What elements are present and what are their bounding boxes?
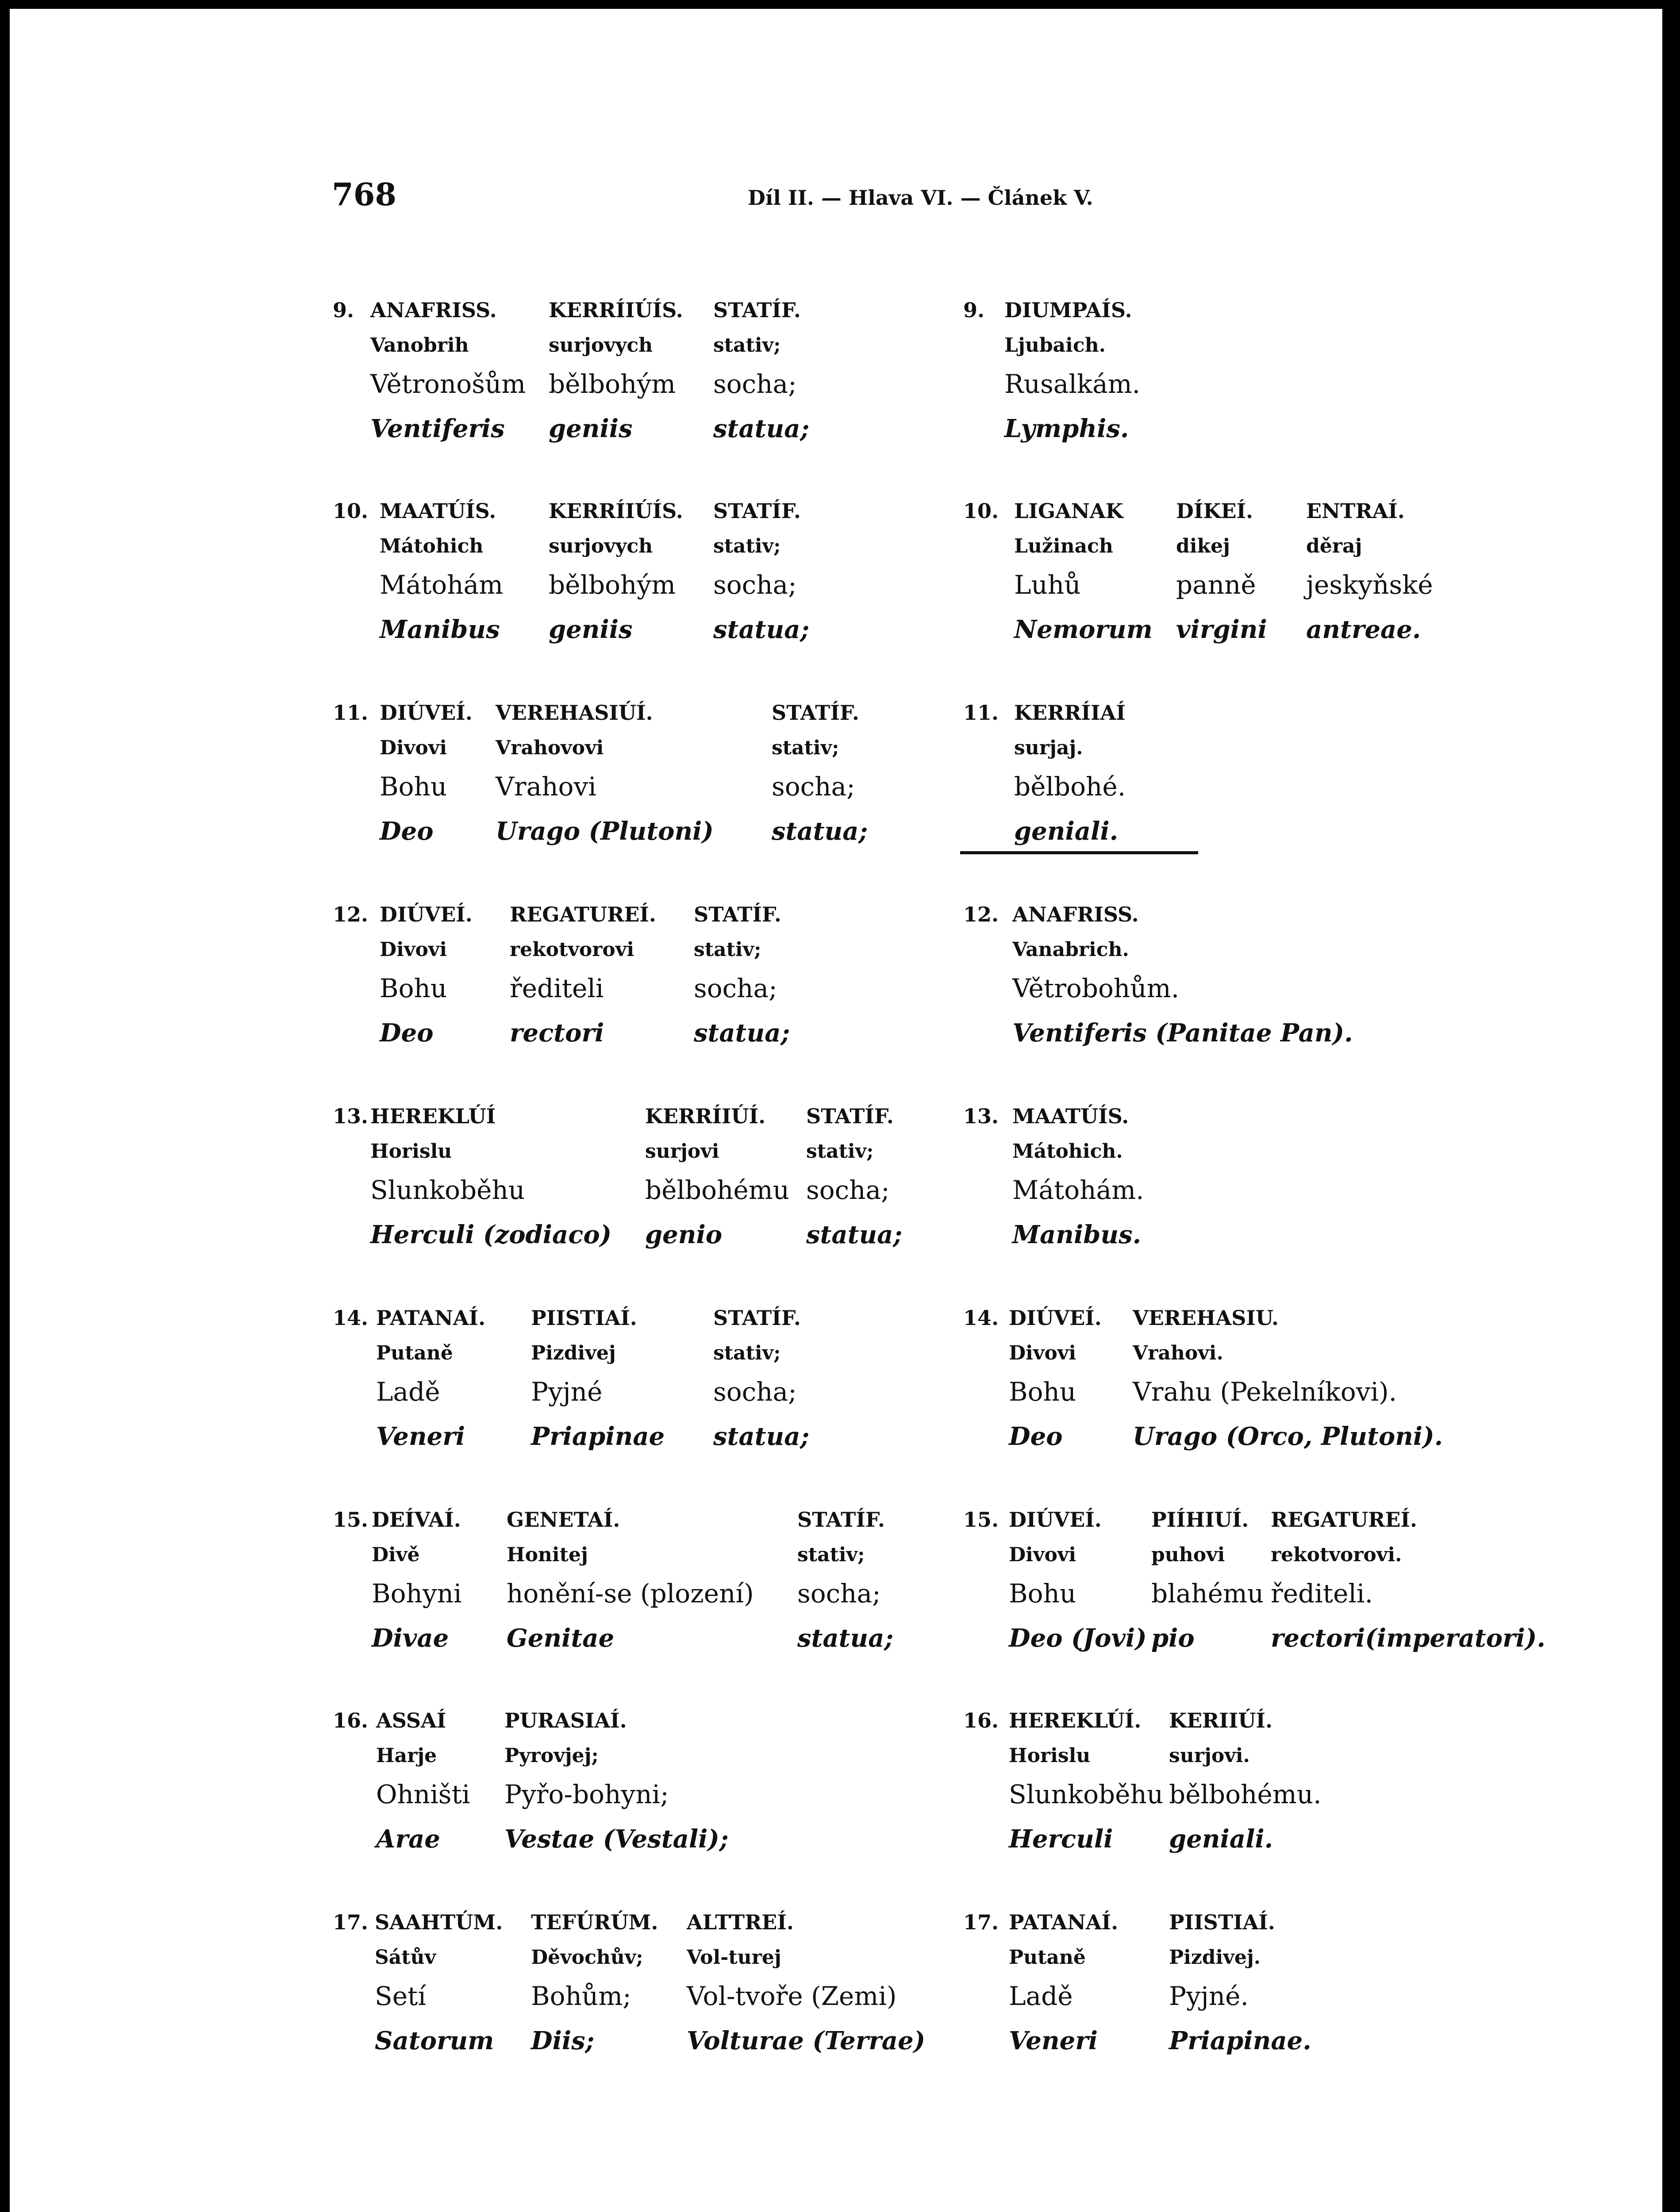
left-entry-cell: Vanobrih — [370, 334, 469, 357]
right-entry-cell: KERIIÚÍ. — [1169, 1709, 1272, 1732]
left-entry-cell: PATANAÍ. — [376, 1306, 486, 1330]
left-entry-cell: ANAFRISS. — [370, 298, 497, 322]
left-entry-cell: PIISTIAÍ. — [531, 1306, 637, 1330]
section-divider-rule — [960, 851, 1198, 854]
right-entry-cell: REGATUREÍ. — [1271, 1508, 1417, 1532]
right-entry-cell: Priapinae. — [1169, 2026, 1311, 2055]
right-entry-cell: antreae. — [1306, 615, 1421, 644]
left-entry-cell: Bohu — [380, 973, 447, 1003]
right-entry-cell: Veneri — [1009, 2026, 1098, 2055]
right-entry-cell: surjaj. — [1014, 737, 1083, 759]
left-entry-cell: Deo — [380, 817, 434, 846]
left-entry-cell: Setí — [375, 1981, 426, 2011]
left-entry-cell: geniis — [549, 414, 633, 443]
left-entry-cell: Harje — [376, 1744, 437, 1767]
right-entry-cell: Herculi — [1009, 1824, 1113, 1854]
left-entry-cell: surjovych — [549, 535, 653, 557]
left-entry-cell: Divě — [372, 1544, 420, 1566]
right-entry-cell: Mátohich. — [1012, 1140, 1123, 1163]
left-entry-cell: surjovych — [549, 334, 653, 357]
left-entry-cell: statua; — [713, 414, 810, 443]
right-entry-cell: DIÚVEÍ. — [1009, 1508, 1102, 1532]
right-entry-cell: bělbohému. — [1169, 1779, 1322, 1809]
left-entry-cell: Bohyni — [372, 1578, 462, 1609]
left-entry-cell: stativ; — [694, 938, 761, 961]
right-entry-cell: panně — [1176, 570, 1256, 600]
left-entry-cell: stativ; — [713, 1342, 781, 1364]
left-entry-cell: DEÍVAÍ. — [372, 1508, 461, 1532]
left-entry-cell: bělbohým — [549, 369, 676, 399]
left-entry-cell: stativ; — [797, 1544, 865, 1566]
right-entry-cell: Vrahovi. — [1133, 1342, 1223, 1364]
left-entry-cell: Ohništi — [376, 1779, 470, 1809]
left-entry-cell: Satorum — [375, 2026, 494, 2055]
right-entry-number: 13. — [963, 1104, 999, 1128]
left-entry-cell: KERRÍIÚÍ. — [645, 1104, 766, 1128]
right-entry-cell: Slunkoběhu — [1009, 1779, 1164, 1809]
left-entry-number: 10. — [333, 499, 369, 523]
right-entry-cell: bělbohé. — [1014, 772, 1126, 802]
right-entry-cell: Větrobohům. — [1012, 973, 1180, 1003]
left-entry-number: 9. — [333, 298, 354, 322]
left-entry-cell: Pyřo-bohyni; — [504, 1779, 669, 1809]
right-entry-cell: puhovi — [1151, 1544, 1225, 1566]
left-entry-cell: Honitej — [507, 1544, 588, 1566]
left-entry-cell: socha; — [713, 1377, 797, 1407]
left-entry-cell: statua; — [772, 817, 868, 846]
left-entry-number: 11. — [333, 701, 369, 725]
right-entry-cell: Horislu — [1009, 1744, 1091, 1767]
left-entry-cell: bělbohým — [549, 570, 676, 600]
left-entry-cell: HEREKLÚÍ — [370, 1104, 496, 1128]
right-entry-number: 10. — [963, 499, 999, 523]
right-entry-cell: pio — [1151, 1624, 1195, 1653]
right-entry-cell: Putaně — [1009, 1946, 1086, 1969]
right-entry-cell: Ljubaich. — [1004, 334, 1106, 357]
left-entry-cell: Mátohám — [380, 570, 504, 600]
left-entry-cell: Slunkoběhu — [370, 1175, 525, 1205]
left-entry-cell: ALTTREÍ. — [687, 1910, 794, 1934]
right-entry-cell: geniali. — [1014, 817, 1119, 846]
left-entry-number: 13. — [333, 1104, 369, 1128]
left-entry-cell: Genitae — [507, 1624, 615, 1653]
left-entry-cell: SAAHTÚM. — [375, 1910, 503, 1934]
right-entry-cell: Mátohám. — [1012, 1175, 1144, 1205]
left-entry-cell: MAATÚÍS. — [380, 499, 496, 523]
left-entry-cell: Větronošům — [370, 369, 526, 399]
right-entry-cell: DIUMPAÍS. — [1004, 298, 1132, 322]
left-entry-cell: Vestae (Vestali); — [504, 1824, 729, 1854]
left-entry-cell: PURASIAÍ. — [504, 1709, 627, 1732]
page-number: 768 — [332, 176, 397, 213]
left-entry-cell: Manibus — [380, 615, 500, 644]
right-entry-number: 9. — [963, 298, 985, 322]
left-entry-cell: statua; — [713, 1422, 810, 1451]
right-entry-cell: MAATÚÍS. — [1012, 1104, 1129, 1128]
right-entry-cell: děraj — [1306, 535, 1362, 557]
right-entry-cell: Divovi — [1009, 1342, 1076, 1364]
right-entry-cell: ENTRAÍ. — [1306, 499, 1405, 523]
right-entry-number: 15. — [963, 1508, 999, 1532]
left-entry-cell: Veneri — [376, 1422, 465, 1451]
left-entry-cell: Ventiferis — [370, 414, 505, 443]
left-entry-cell: Bohu — [380, 772, 447, 802]
right-entry-cell: Luhů — [1014, 570, 1081, 600]
right-entry-cell: HEREKLÚÍ. — [1009, 1709, 1142, 1732]
left-entry-cell: honění-se (plození) — [507, 1578, 754, 1609]
right-entry-cell: Pizdivej. — [1169, 1946, 1261, 1969]
left-entry-cell: stativ; — [713, 535, 781, 557]
left-entry-cell: KERRÍIÚÍS. — [549, 298, 683, 322]
left-entry-cell: Divovi — [380, 938, 447, 961]
left-entry-cell: Vol-tvoře (Zemi) — [687, 1981, 897, 2011]
left-entry-cell: socha; — [713, 369, 797, 399]
left-entry-cell: statua; — [797, 1624, 894, 1653]
left-entry-cell: Ladě — [376, 1377, 440, 1407]
right-entry-cell: jeskyňské — [1306, 570, 1433, 600]
left-entry-cell: rectori — [510, 1018, 604, 1048]
right-entry-cell: Manibus. — [1012, 1220, 1142, 1249]
left-entry-cell: socha; — [806, 1175, 890, 1205]
left-entry-cell: STATÍF. — [694, 902, 781, 926]
right-entry-cell: Deo (Jovi) — [1009, 1624, 1147, 1653]
right-entry-cell: Vrahu (Pekelníkovi). — [1133, 1377, 1397, 1407]
left-entry-cell: Volturae (Terrae) — [687, 2026, 926, 2055]
left-entry-cell: stativ; — [713, 334, 781, 357]
left-entry-cell: DIÚVEÍ. — [380, 701, 473, 725]
right-entry-cell: PIISTIAÍ. — [1169, 1910, 1275, 1934]
book-page — [10, 9, 1662, 2212]
right-entry-cell: PIÍHIUÍ. — [1151, 1508, 1249, 1532]
left-entry-cell: Vrahovovi — [496, 737, 604, 759]
left-entry-cell: surjovi — [645, 1140, 719, 1163]
left-entry-cell: socha; — [713, 570, 797, 600]
right-entry-number: 12. — [963, 902, 999, 926]
right-entry-cell: VEREHASIU. — [1133, 1306, 1279, 1330]
left-entry-number: 12. — [333, 902, 369, 926]
left-entry-cell: KERRÍIÚÍS. — [549, 499, 683, 523]
right-entry-number: 14. — [963, 1306, 999, 1330]
right-entry-cell: dikej — [1176, 535, 1230, 557]
left-entry-cell: socha; — [797, 1578, 881, 1609]
left-entry-cell: Pyrovjej; — [504, 1744, 599, 1767]
right-entry-number: 16. — [963, 1709, 999, 1732]
right-entry-cell: DIÚVEÍ. — [1009, 1306, 1102, 1330]
left-entry-cell: Urago (Plutoni) — [496, 817, 714, 846]
right-entry-cell: geniali. — [1169, 1824, 1273, 1854]
right-entry-cell: Lužinach — [1014, 535, 1113, 557]
right-entry-cell: PATANAÍ. — [1009, 1910, 1119, 1934]
right-entry-cell: Vanabrich. — [1012, 938, 1129, 961]
right-entry-cell: Pyjné. — [1169, 1981, 1249, 2011]
left-entry-cell: Vol-turej — [687, 1946, 781, 1969]
right-entry-cell: Ladě — [1009, 1981, 1073, 2011]
right-entry-cell: Bohu — [1009, 1578, 1076, 1609]
left-entry-cell: ASSAÍ — [376, 1709, 446, 1732]
left-entry-cell: Putaně — [376, 1342, 453, 1364]
left-entry-cell: Děvochův; — [531, 1946, 643, 1969]
left-entry-cell: Priapinae — [531, 1422, 665, 1451]
left-entry-cell: Deo — [380, 1018, 434, 1048]
right-entry-cell: Lymphis. — [1004, 414, 1129, 443]
left-entry-cell: Bohům; — [531, 1981, 631, 2011]
right-entry-cell: surjovi. — [1169, 1744, 1250, 1767]
right-entry-cell: DÍKEÍ. — [1176, 499, 1253, 523]
left-entry-cell: STATÍF. — [772, 701, 859, 725]
right-entry-cell: KERRÍIAÍ — [1014, 701, 1126, 725]
right-entry-number: 11. — [963, 701, 999, 725]
left-entry-cell: bělbohému — [645, 1175, 790, 1205]
right-entry-cell: Divovi — [1009, 1544, 1076, 1566]
left-entry-cell: STATÍF. — [713, 298, 801, 322]
left-entry-cell: STATÍF. — [806, 1104, 894, 1128]
left-entry-cell: Pizdivej — [531, 1342, 616, 1364]
left-entry-cell: Mátohich — [380, 535, 484, 557]
left-entry-cell: VEREHASIÚÍ. — [496, 701, 653, 725]
right-entry-number: 17. — [963, 1910, 999, 1934]
left-entry-cell: Divovi — [380, 737, 447, 759]
left-entry-cell: stativ; — [772, 737, 839, 759]
running-title: Díl II. — Hlava VI. — Článek V. — [748, 186, 1093, 210]
left-entry-number: 14. — [333, 1306, 369, 1330]
left-entry-cell: GENETAÍ. — [507, 1508, 620, 1532]
left-entry-cell: statua; — [694, 1018, 790, 1048]
left-entry-cell: Horislu — [370, 1140, 452, 1163]
left-entry-number: 16. — [333, 1709, 369, 1732]
right-entry-cell: Deo — [1009, 1422, 1063, 1451]
left-entry-cell: genio — [645, 1220, 723, 1249]
left-entry-cell: Pyjné — [531, 1377, 603, 1407]
left-entry-cell: TEFÚRÚM. — [531, 1910, 658, 1934]
right-entry-cell: Urago (Orco, Plutoni). — [1133, 1422, 1443, 1451]
left-entry-cell: STATÍF. — [713, 499, 801, 523]
left-entry-cell: Herculi (zodiaco) — [370, 1220, 612, 1249]
right-entry-cell: Nemorum — [1014, 615, 1153, 644]
left-entry-cell: statua; — [806, 1220, 903, 1249]
right-entry-cell: rectori(imperatori). — [1271, 1624, 1545, 1653]
left-entry-cell: STATÍF. — [713, 1306, 801, 1330]
left-entry-cell: Diis; — [531, 2026, 595, 2055]
left-entry-cell: REGATUREÍ. — [510, 902, 656, 926]
right-entry-cell: rekotvorovi. — [1271, 1544, 1402, 1566]
right-entry-cell: virgini — [1176, 615, 1267, 644]
left-entry-cell: stativ; — [806, 1140, 874, 1163]
left-entry-cell: Vrahovi — [496, 772, 596, 802]
left-entry-cell: Sátův — [375, 1946, 436, 1969]
right-entry-cell: Rusalkám. — [1004, 369, 1141, 399]
left-entry-cell: DIÚVEÍ. — [380, 902, 473, 926]
left-entry-cell: socha; — [694, 973, 777, 1003]
left-entry-cell: statua; — [713, 615, 810, 644]
left-entry-number: 17. — [333, 1910, 369, 1934]
left-entry-cell: geniis — [549, 615, 633, 644]
right-entry-cell: LIGANAK — [1014, 499, 1123, 523]
left-entry-cell: Divae — [372, 1624, 449, 1653]
left-entry-cell: řediteli — [510, 973, 604, 1003]
right-entry-cell: blahému — [1151, 1578, 1264, 1609]
right-entry-cell: Bohu — [1009, 1377, 1076, 1407]
right-entry-cell: Ventiferis (Panitae Pan). — [1012, 1018, 1353, 1048]
right-entry-cell: ANAFRISS. — [1012, 902, 1139, 926]
left-entry-cell: Arae — [376, 1824, 440, 1854]
left-entry-cell: rekotvorovi — [510, 938, 634, 961]
left-entry-number: 15. — [333, 1508, 369, 1532]
left-entry-cell: socha; — [772, 772, 855, 802]
right-entry-cell: řediteli. — [1271, 1578, 1373, 1609]
left-entry-cell: STATÍF. — [797, 1508, 885, 1532]
